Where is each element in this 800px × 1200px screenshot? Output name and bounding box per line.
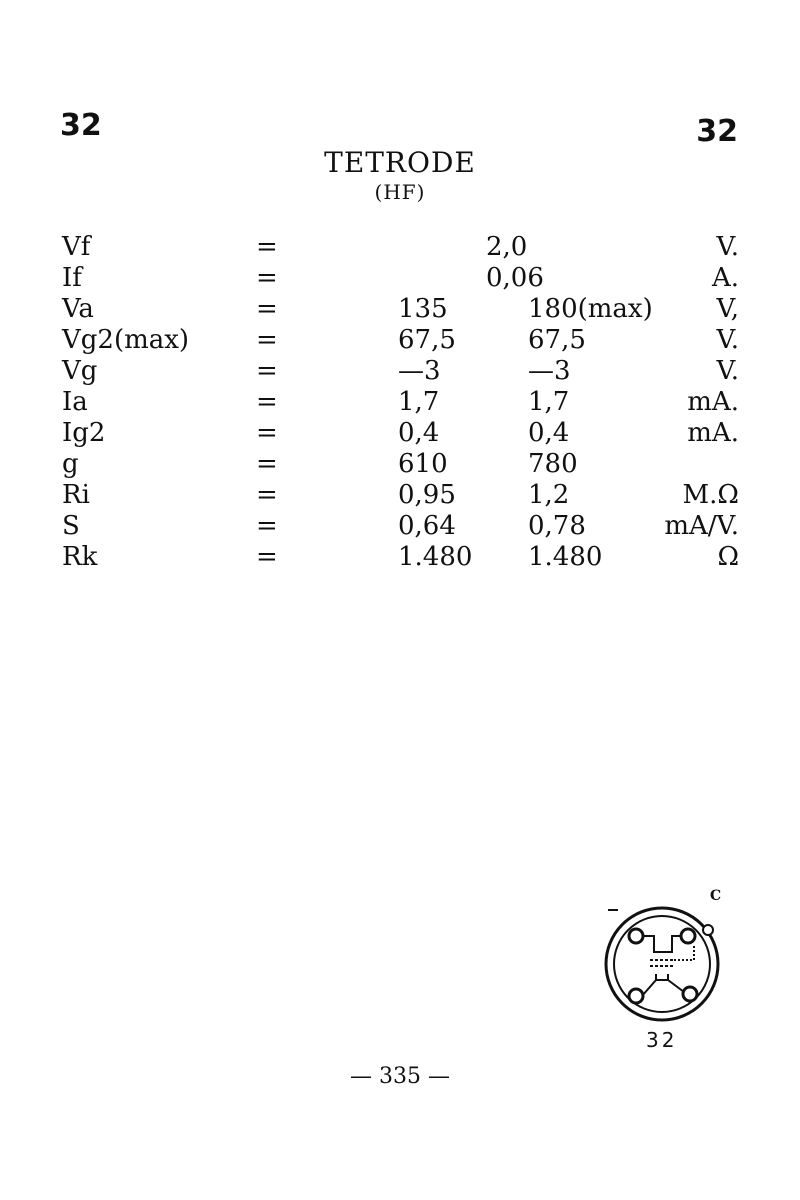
spec-name: Vf [62,232,91,262]
spec-value-1: 610 [398,449,448,479]
spec-name: Rk [62,542,98,572]
page-number-right: 32 [696,114,738,149]
equals-sign: = [256,418,278,448]
spec-value-2: 780 [528,449,578,479]
equals-sign: = [256,294,278,324]
spec-name: Vg [62,356,98,386]
spec-row-vf [0,232,800,263]
spec-row-vg2 [0,325,800,356]
tube-type-subtitle: (HF) [374,180,426,204]
tube-diagram-caption: 32 [646,1028,678,1052]
spec-name: S [62,511,80,541]
spec-row-vg [0,356,800,387]
spec-value-1: 67,5 [398,325,456,355]
top-cap-label: C [710,888,722,904]
equals-sign: = [256,449,278,479]
spec-value-1: 0,95 [398,480,456,510]
spec-unit: V. [716,356,739,386]
spec-unit: M.Ω [682,480,739,510]
spec-row-g [0,449,800,480]
spec-row-if [0,263,800,294]
spec-name: Vg2(max) [62,325,190,355]
spec-row-ia [0,387,800,418]
spec-name: Ri [62,480,90,510]
equals-sign: = [256,325,278,355]
spec-name: Va [62,294,94,324]
equals-sign: = [256,356,278,386]
tube-type-title: TETRODE [324,146,476,179]
spec-row-rk [0,542,800,573]
spec-row-s [0,511,800,542]
spec-unit: mA/V. [664,511,739,541]
spec-unit: Ω [717,542,739,572]
spec-unit: mA. [687,387,739,417]
spec-name: If [62,263,82,293]
spec-name: g [62,449,79,479]
page-footer-number: — 335 — [350,1064,450,1089]
spec-unit: A. [711,263,739,293]
spec-row-ri [0,480,800,511]
equals-sign: = [256,263,278,293]
spec-unit: V. [716,232,739,262]
spec-value-2: —3 [528,356,571,386]
spec-value-2: 1,2 [528,480,570,510]
spec-value-2: 67,5 [528,325,586,355]
spec-value-1: 1,7 [398,387,440,417]
spec-name: Ig2 [62,418,106,448]
spec-unit: mA. [687,418,739,448]
spec-unit: V, [716,294,739,324]
spec-value-1: —3 [398,356,441,386]
spec-value-2: 1,7 [528,387,570,417]
equals-sign: = [256,480,278,510]
spec-row-ig2 [0,418,800,449]
spec-value-2: 0,06 [486,263,544,293]
spec-value-2: 180(max) [528,294,653,324]
spec-value-1: 0,64 [398,511,456,541]
spec-value-2: 0,4 [528,418,570,448]
spec-value-2: 1.480 [528,542,603,572]
page-number-left: 32 [60,108,102,143]
equals-sign: = [256,542,278,572]
spec-value-1: 1.480 [398,542,473,572]
spec-row-va [0,294,800,325]
equals-sign: = [256,232,278,262]
equals-sign: = [256,387,278,417]
spec-value-2: 0,78 [528,511,586,541]
spec-unit: V. [716,325,739,355]
spec-value-1: 0,4 [398,418,440,448]
spec-value-1: 135 [398,294,448,324]
spec-name: Ia [62,387,88,417]
equals-sign: = [256,511,278,541]
spec-value-2: 2,0 [486,232,528,262]
